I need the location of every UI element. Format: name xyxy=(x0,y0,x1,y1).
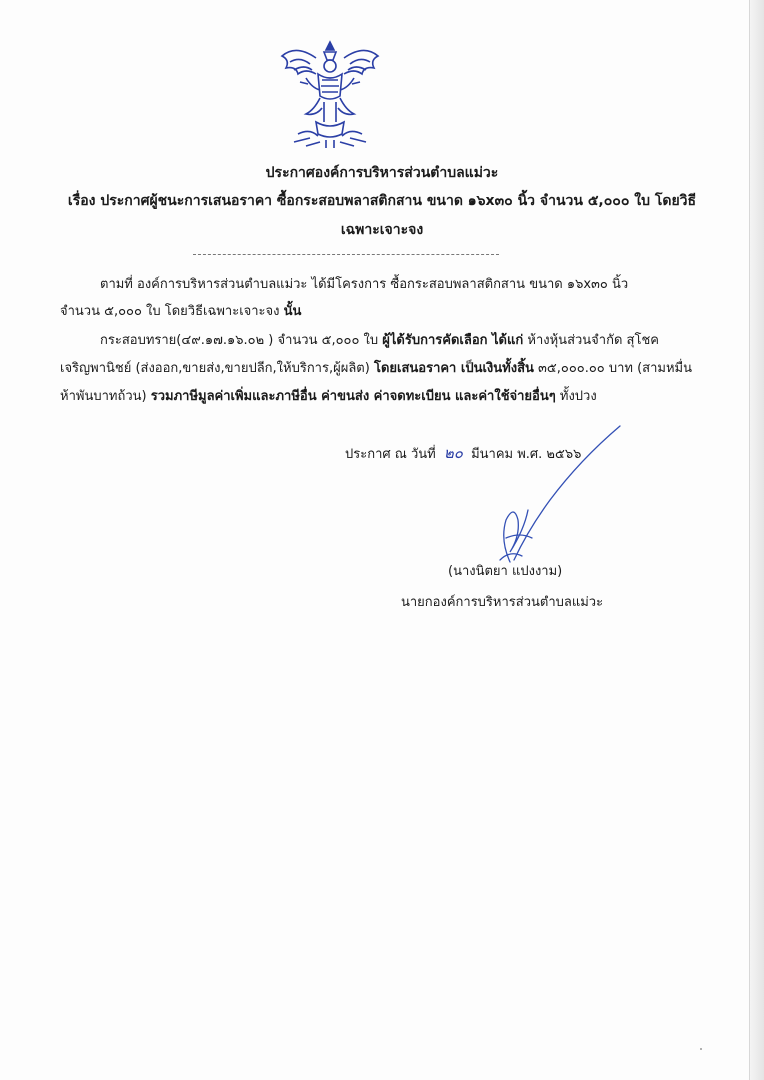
body-line-3-item: กระสอบทราย(๔๙.๑๗.๑๖.๐๒ ) จำนวน ๕,๐๐๐ ใบ xyxy=(100,333,379,348)
body-line-5-bold: รวมภาษีมูลค่าเพิ่มและภาษีอื่น ค่าขนส่ง ค่าจดทะเบียน และค่าใช้จ่ายอื่นๆ xyxy=(150,389,556,404)
body-line-5 xyxy=(60,385,597,406)
signatory-position: นายกองค์การบริหารส่วนตำบลแม่วะ xyxy=(401,595,604,610)
body-line-4-bold: โดยเสนอราคา เป็นเงินทั้งสิ้น xyxy=(373,361,534,376)
date-month-year: มีนาคม พ.ศ. ๒๕๖๖ xyxy=(471,447,582,462)
body-line-4 xyxy=(60,357,692,378)
handwritten-signature-icon xyxy=(470,420,630,570)
document-subject: เรื่อง ประกาศผู้ชนะการเสนอราคา ซื้อกระสอบพลาสติกสาน ขนาด ๑๖x๓๐ นิ้ว จำนวน ๕,๐๐๐ ใบ โดยวิธี xyxy=(67,193,697,209)
body-line-2 xyxy=(60,300,301,321)
document-subject-continued: เฉพาะเจาะจง xyxy=(340,222,424,238)
body-line-4-vendor: เจริญพานิชย์ (ส่งออก,ขายส่ง,ขายปลีก,ให้บริการ,ผู้ผลิต) xyxy=(60,361,370,376)
body-line-5-end: ทั้งปวง xyxy=(559,389,597,404)
date-prefix: ประกาศ ณ วันที่ xyxy=(345,447,436,462)
garuda-emblem-icon xyxy=(276,38,384,150)
body-line-3 xyxy=(100,329,659,350)
signatory-name: (นางนิตยา แปงงาม) xyxy=(448,564,563,579)
title-divider xyxy=(193,254,499,255)
document-title: ประกาศองค์การบริหารส่วนตำบลแม่วะ xyxy=(265,165,499,181)
body-line-2-bold: นั้น xyxy=(283,304,302,319)
body-line-4-amount: ๓๕,๐๐๐.๐๐ บาท (สามหมื่น xyxy=(538,361,692,376)
scan-artifact xyxy=(700,1048,702,1050)
body-line-2-text: จำนวน ๕,๐๐๐ ใบ โดยวิธีเฉพาะเจาะจง xyxy=(60,304,280,319)
date-day: ๒๐ xyxy=(443,444,463,462)
body-line-1: ตามที่ องค์การบริหารส่วนตำบลแม่วะ ได้มีโครงการ ซื้อกระสอบพลาสติกสาน ขนาด ๑๖x๓๐ นิ้ว xyxy=(100,277,629,292)
body-line-3-bold: ผู้ได้รับการคัดเลือก ได้แก่ xyxy=(382,333,524,348)
body-line-5-amount-words: ห้าพันบาทถ้วน) xyxy=(60,389,147,404)
body-line-3-vendor: ห้างหุ้นส่วนจำกัด สุโชค xyxy=(527,333,659,348)
